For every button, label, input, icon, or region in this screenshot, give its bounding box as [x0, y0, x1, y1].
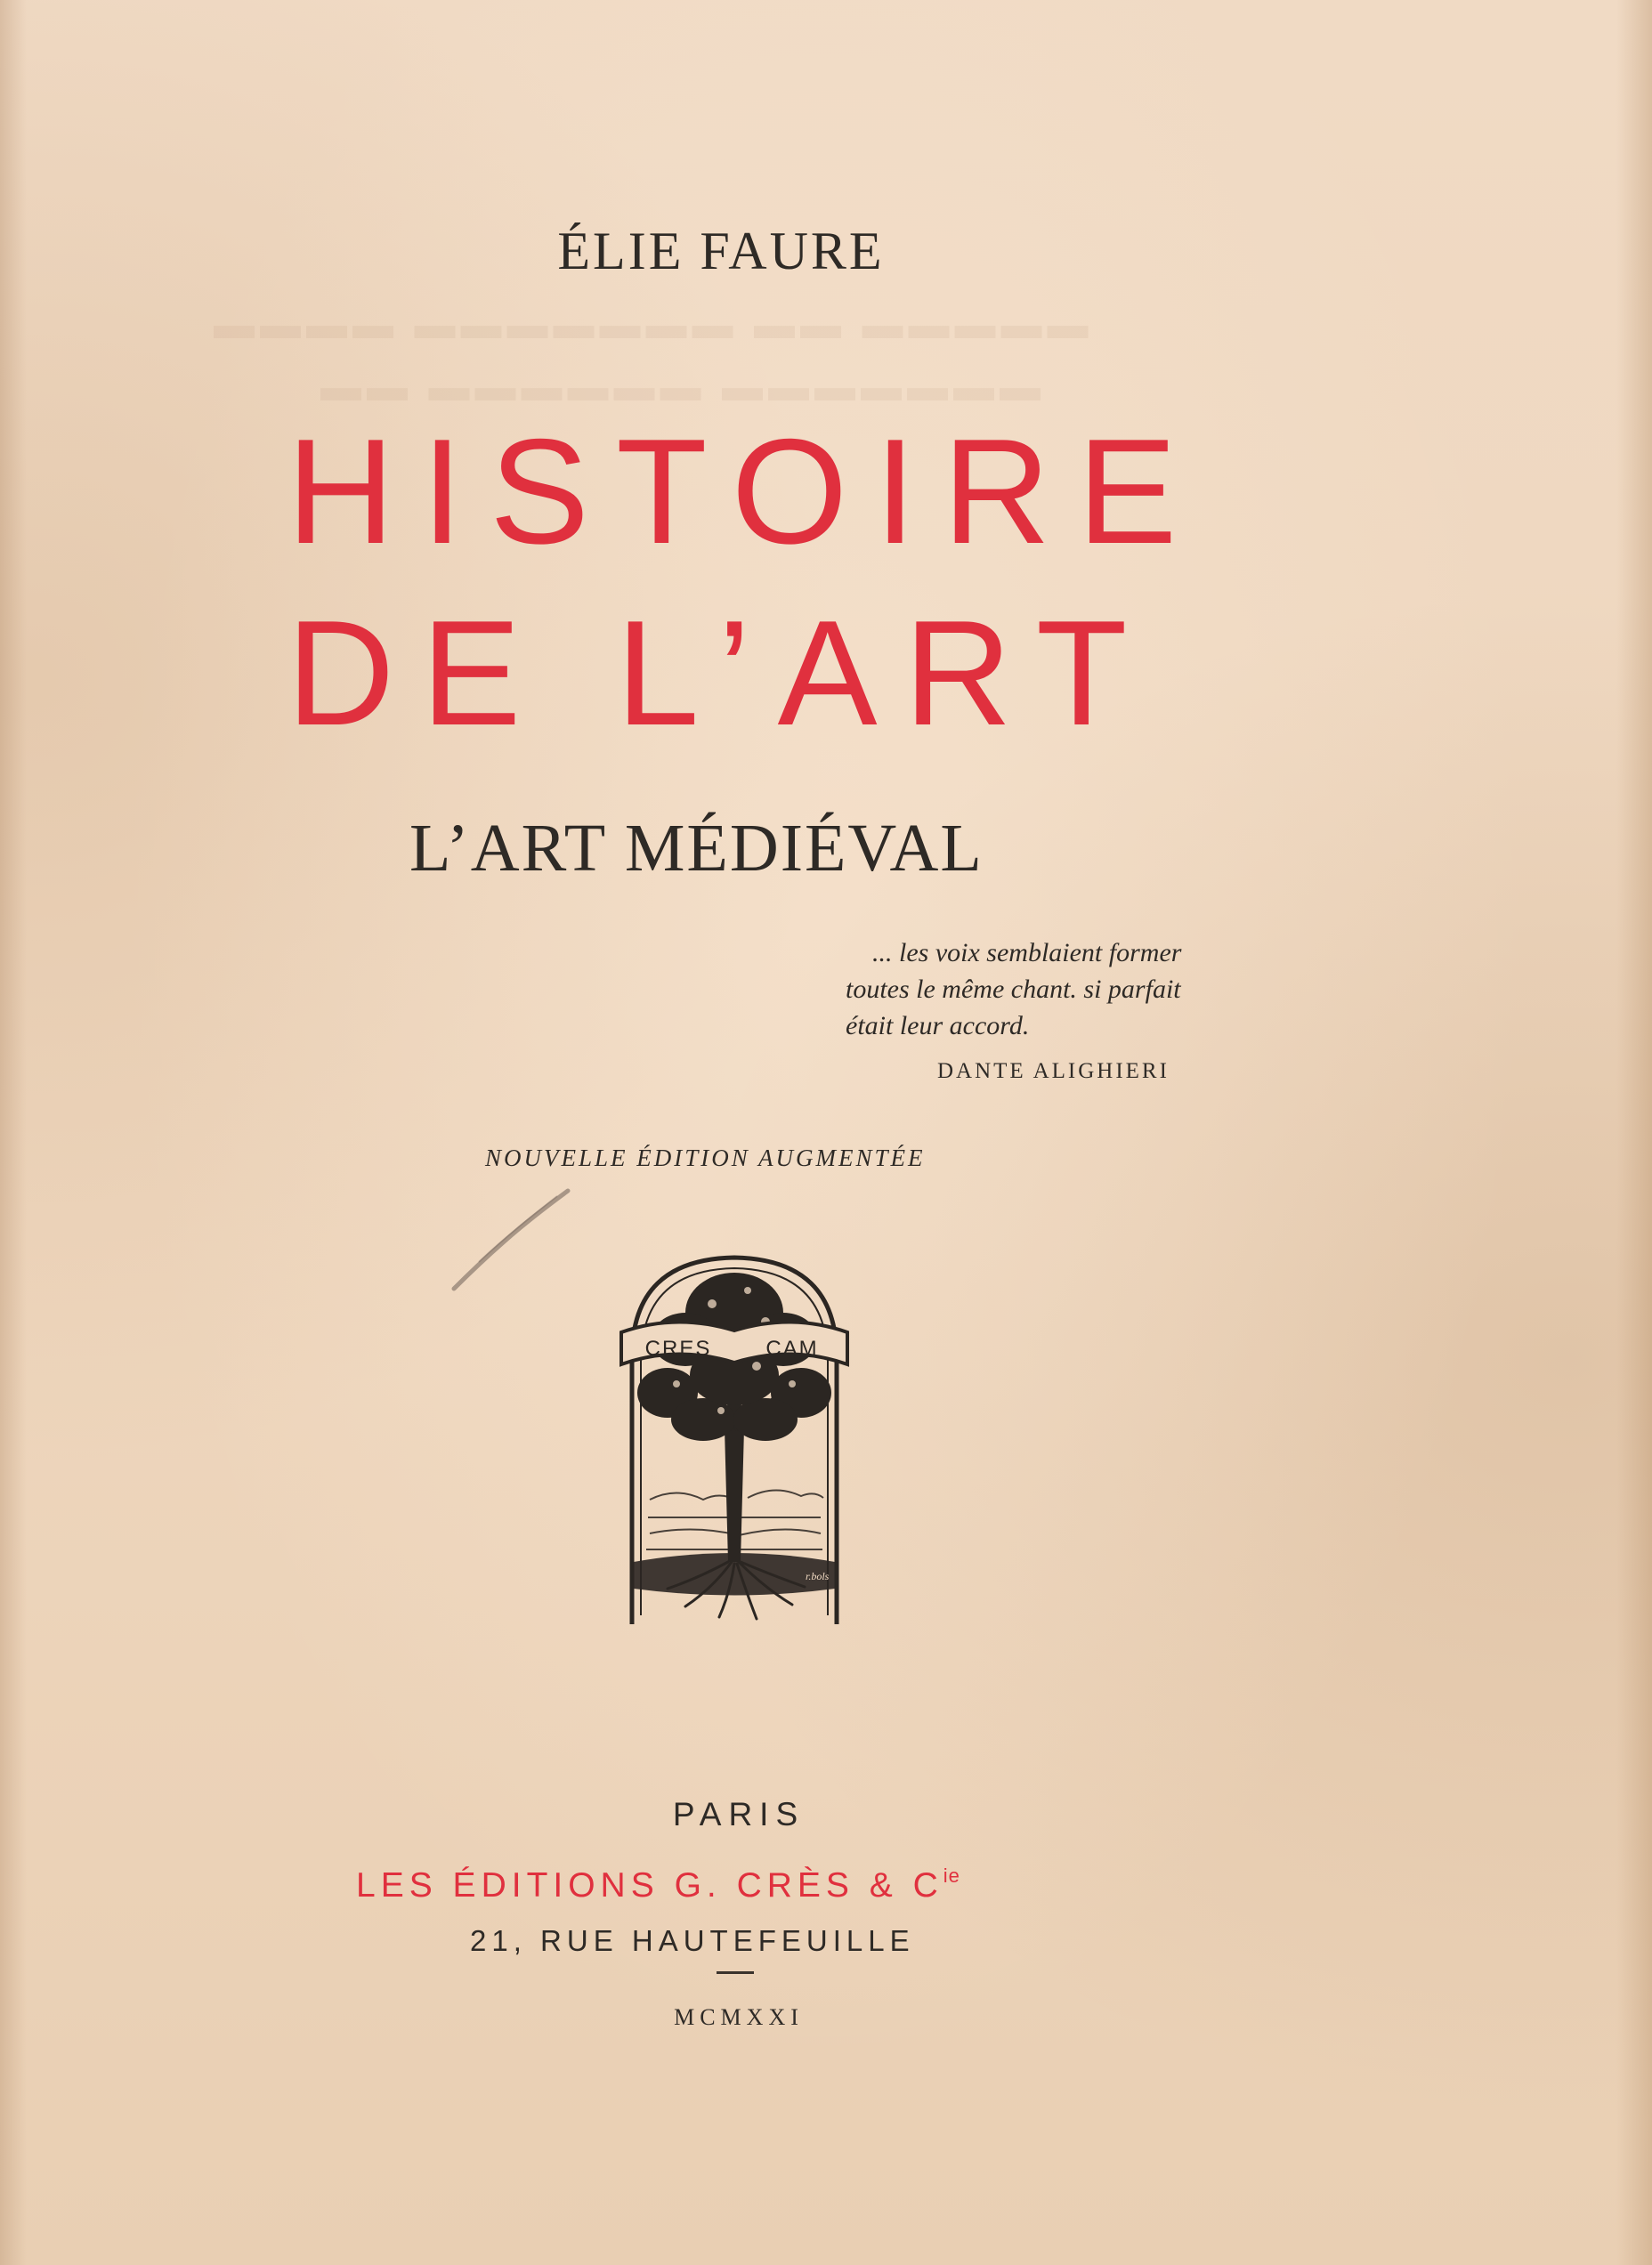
- imprint-year: MCMXXI: [674, 2004, 804, 2030]
- epigraph-line: toutes le même chant. si parfait: [846, 975, 1181, 1004]
- banner-text-right: CAM: [765, 1337, 819, 1361]
- pencil-mark: [443, 1184, 577, 1299]
- imprint-address: 21, RUE HAUTEFEUILLE: [470, 1924, 915, 1957]
- subtitle: L’ART MÉDIÉVAL: [409, 811, 984, 886]
- epigraph-line: ... les voix semblaient former: [872, 938, 1182, 967]
- epigraph-line: était leur accord.: [846, 1011, 1030, 1040]
- divider-rule: [717, 1971, 754, 1974]
- paper-edge-right: [1616, 0, 1652, 2265]
- show-through: ▬▬▬▬ ▬▬▬▬▬▬▬ ▬▬ ▬▬▬▬▬ ▬▬ ▬▬▬▬▬▬ ▬▬▬▬▬▬▬: [214, 302, 1094, 409]
- imprint-city: PARIS: [672, 1796, 806, 1832]
- edition-note: NOUVELLE ÉDITION AUGMENTÉE: [485, 1145, 926, 1171]
- publisher-superscript: ie: [943, 1865, 960, 1887]
- title-line-2: DE L’ART: [287, 589, 1154, 756]
- epigraph-attribution: DANTE ALIGHIERI: [937, 1059, 1170, 1083]
- title-line-1: HISTOIRE: [287, 408, 1204, 575]
- publisher-tree-emblem: [614, 1250, 854, 1629]
- paper-edge-left: [0, 0, 27, 2265]
- publisher-name: LES ÉDITIONS G. CRÈS & C: [356, 1866, 943, 1905]
- imprint-publisher: [356, 1865, 960, 1905]
- banner-text-left: CRES: [644, 1337, 712, 1361]
- author-name: ÉLIE FAURE: [557, 222, 885, 280]
- epigraph: [846, 934, 1255, 1044]
- artist-signature: r.bols: [806, 1570, 830, 1582]
